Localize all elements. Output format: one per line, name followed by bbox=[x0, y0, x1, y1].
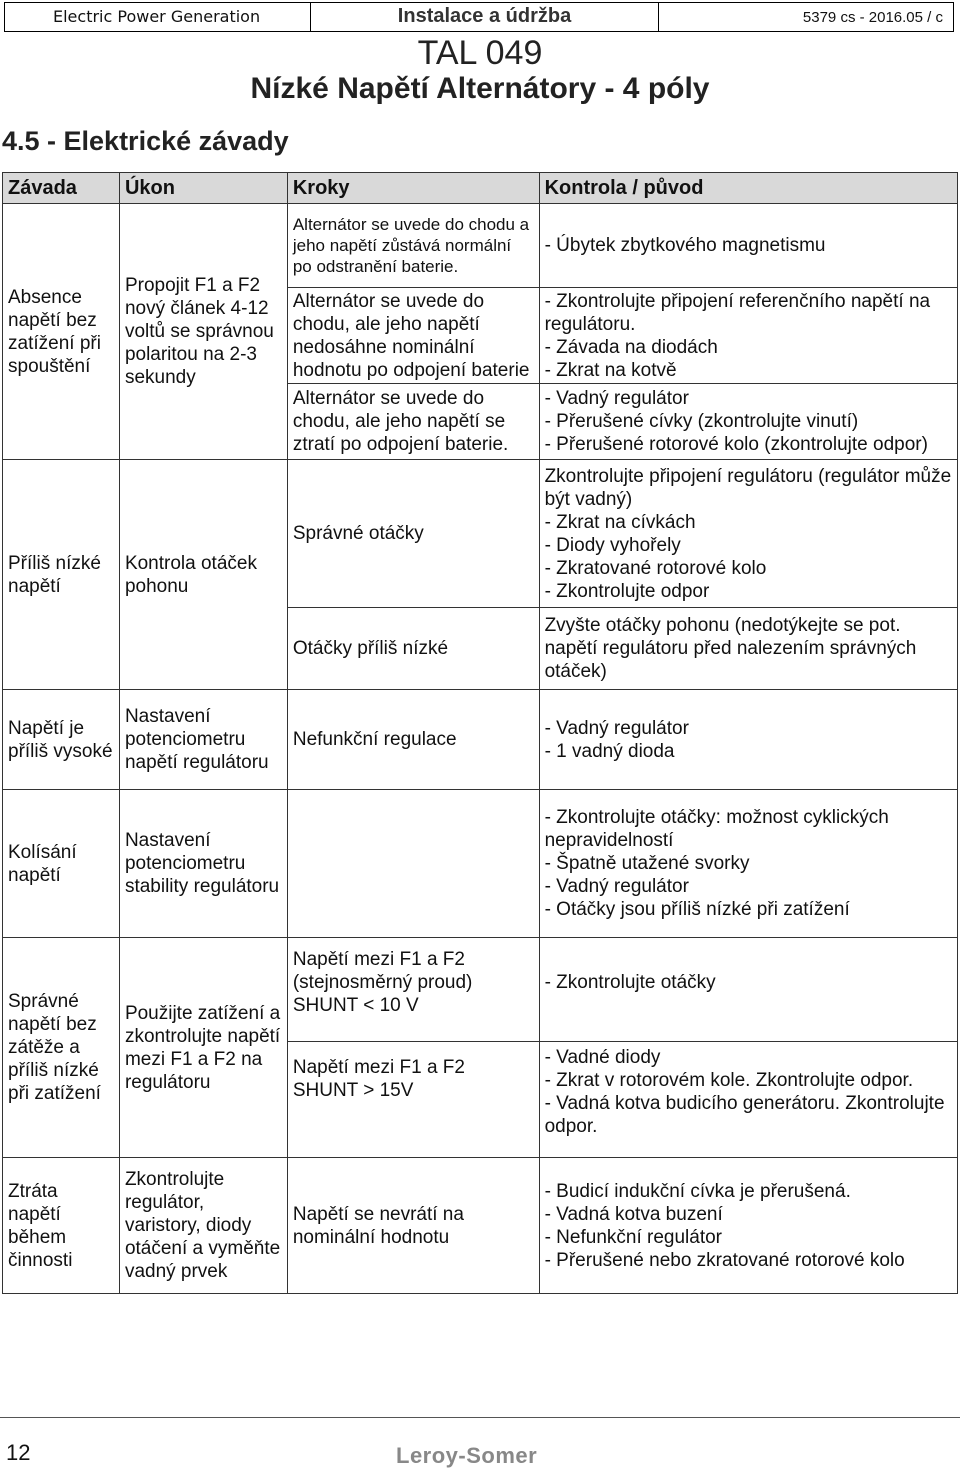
step-cell: Otáčky příliš nízké bbox=[287, 608, 539, 690]
check-cell: - Budicí indukční cívka je přerušená. - Vadná kotva buzení - Nefunkční regulátor - Přerušené nebo zkratované rotorové kolo bbox=[539, 1158, 957, 1294]
check-cell: - Zkontrolujte připojení referenčního napětí na regulátoru. - Závada na diodách - Zkrat na kotvě bbox=[539, 288, 957, 384]
page-header bbox=[4, 2, 954, 32]
step-cell: Alternátor se uvede do chodu a jeho napětí zůstává normální po odstranění baterie. bbox=[287, 204, 539, 288]
check-cell: - Vadný regulátor - 1 vadný dioda bbox=[539, 690, 957, 790]
page-number: 12 bbox=[6, 1440, 31, 1465]
step-cell: Správné otáčky bbox=[287, 460, 539, 608]
step-cell: Napětí mezi F1 a F2 (stejnosměrný proud) SHUNT < 10 V bbox=[287, 938, 539, 1042]
document-title: TAL 049 bbox=[417, 34, 543, 72]
table-row bbox=[3, 204, 958, 288]
step-cell bbox=[287, 790, 539, 938]
header-doc-ref: 5379 cs - 2016.05 / c bbox=[802, 9, 943, 26]
header-category: Instalace a údržba bbox=[311, 3, 659, 31]
section-title: 4.5 - Elektrické závady bbox=[2, 126, 289, 156]
fault-cell: Ztráta napětí během činnosti bbox=[3, 1158, 120, 1294]
fault-cell: Správné napětí bez zátěže a příliš nízké při zatížení bbox=[3, 938, 120, 1158]
fault-cell: Absence napětí bez zatížení při spouštění bbox=[3, 204, 120, 460]
step-cell: Alternátor se uvede do chodu, ale jeho napětí se ztratí po odpojení baterie. bbox=[287, 384, 539, 460]
action-cell: Propojit F1 a F2 nový článek 4-12 voltů se správnou polaritou na 2-3 sekundy bbox=[119, 204, 287, 460]
step-cell: Nefunkční regulace bbox=[287, 690, 539, 790]
column-header-fault: Závada bbox=[3, 173, 120, 204]
fault-cell: Napětí je příliš vysoké bbox=[3, 690, 120, 790]
brand-logo: Leroy-Somer bbox=[396, 1443, 538, 1468]
check-cell: - Zkontrolujte otáčky bbox=[539, 938, 957, 1042]
table-row bbox=[3, 790, 958, 938]
header-company: Electric Power Generation bbox=[5, 3, 311, 31]
footer-divider bbox=[0, 1417, 960, 1418]
check-cell: - Vadný regulátor - Přerušené cívky (zkontrolujte vinutí) - Přerušené rotorové kolo (zkontrolujte odpor) bbox=[539, 384, 957, 460]
column-header-check: Kontrola / původ bbox=[539, 173, 957, 204]
table-header-row bbox=[3, 173, 958, 204]
step-cell: Napětí mezi F1 a F2 SHUNT > 15V bbox=[287, 1042, 539, 1158]
column-header-action: Úkon bbox=[119, 173, 287, 204]
table-row bbox=[3, 938, 958, 1042]
table-row bbox=[3, 460, 958, 608]
fault-cell: Kolísání napětí bbox=[3, 790, 120, 938]
check-cell: - Vadné diody - Zkrat v rotorovém kole. Zkontrolujte odpor. - Vadná kotva budicího generátoru. Zkontrolujte odpor. bbox=[539, 1042, 957, 1158]
table-row bbox=[3, 1158, 958, 1294]
fault-table bbox=[2, 172, 958, 1294]
document-subtitle: Nízké Napětí Alternátory - 4 póly bbox=[250, 72, 710, 105]
check-cell: - Úbytek zbytkového magnetismu bbox=[539, 204, 957, 288]
check-cell: - Zkontrolujte otáčky: možnost cyklických nepravidelností - Špatně utažené svorky - Vadný regulátor - Otáčky jsou příliš nízké při zatížení bbox=[539, 790, 957, 938]
check-cell: Zkontrolujte připojení regulátoru (regulátor může být vadný) - Zkrat na cívkách - Diody vyhořely - Zkratované rotorové kolo - Zkontrolujte odpor bbox=[539, 460, 957, 608]
step-cell: Napětí se nevrátí na nominální hodnotu bbox=[287, 1158, 539, 1294]
table-row bbox=[3, 690, 958, 790]
check-cell: Zvyšte otáčky pohonu (nedotýkejte se pot. napětí regulátoru před nalezením správných otáček) bbox=[539, 608, 957, 690]
action-cell: Nastavení potenciometru stability regulátoru bbox=[119, 790, 287, 938]
action-cell: Zkontrolujte regulátor, varistory, diody otáčení a vyměňte vadný prvek bbox=[119, 1158, 287, 1294]
action-cell: Použijte zatížení a zkontrolujte napětí mezi F1 a F2 na regulátoru bbox=[119, 938, 287, 1158]
action-cell: Kontrola otáček pohonu bbox=[119, 460, 287, 690]
fault-cell: Příliš nízké napětí bbox=[3, 460, 120, 690]
action-cell: Nastavení potenciometru napětí regulátoru bbox=[119, 690, 287, 790]
column-header-steps: Kroky bbox=[287, 173, 539, 204]
step-cell: Alternátor se uvede do chodu, ale jeho napětí nedosáhne nominální hodnotu po odpojení baterie bbox=[287, 288, 539, 384]
